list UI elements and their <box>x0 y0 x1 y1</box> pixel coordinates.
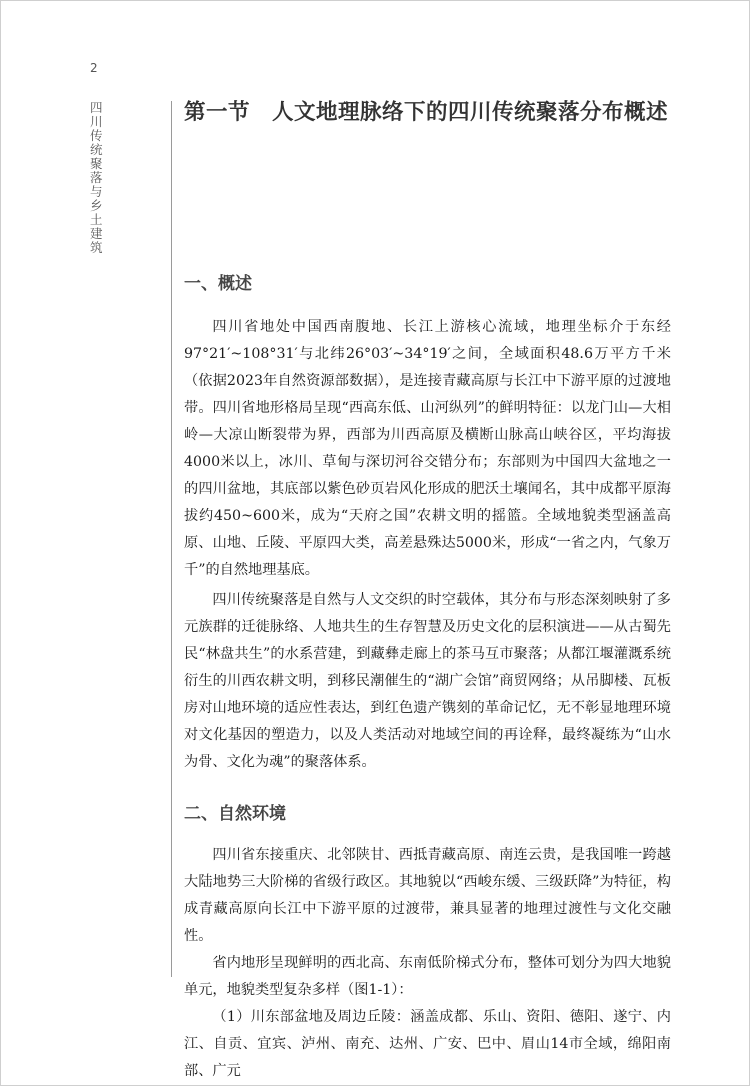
overview-paragraph-2 <box>184 587 671 776</box>
overview-paragraph-1 <box>184 314 671 584</box>
running-header: 四川传统聚落与乡土建筑 <box>90 100 103 255</box>
paragraph: 省内地形呈现鲜明的西北高、东南低阶梯式分布，整体可划分为四大地貌单元，地貌类型复杂多样（图1-1）： <box>184 955 671 998</box>
heading-natural-environment: 二、自然环境 <box>184 804 286 824</box>
page-number: 2 <box>90 61 98 75</box>
margin-rule <box>171 101 172 977</box>
paragraph: （1）川东部盆地及周边丘陵：涵盖成都、乐山、资阳、德阳、遂宁、内江、自贡、宜宾、泸州、南充、达州、广安、巴中、眉山14市全域，绵阳南部、广元 <box>184 1009 671 1079</box>
main-content <box>184 1 671 1085</box>
natural-environment-body <box>184 842 671 1085</box>
heading-overview: 一、概述 <box>184 274 252 294</box>
paragraph: 四川传统聚落是自然与人文交织的时空载体，其分布与形态深刻映射了多元族群的迁徙脉络、人地共生的生存智慧及历史文化的层积演进——从古蜀先民“林盘共生”的水系营建，到藏彝走廊上的茶马互市聚落；从都江堰灌溉系统衍生的川西农耕文明，到移民潮催生的“湖广会馆”商贸网络；从吊脚楼、瓦板房对山地环境的适应性表达，到红色遗产镌刻的革命记忆，无不彰显地理环境对文化基因的塑造力，以及人类活动对地域空间的再诠释，最终凝练为“山水为骨、文化为魂”的聚落体系。 <box>184 592 671 770</box>
paragraph: 四川省地处中国西南腹地、长江上游核心流域，地理坐标介于东经97°21′~108°31′与北纬26°03′~34°19′之间，全域面积48.6万平方千米（依据2023年自然资源部数据），是连接青藏高原与长江中下游平原的过渡地带。四川省地形格局呈现“西高东低、山河纵列”的鲜明特征：以龙门山—大相岭—大凉山断裂带为界，西部为川西高原及横断山脉高山峡谷区，平均海拔4000米以上，冰川、草甸与深切河谷交错分布；东部则为中国四大盆地之一的四川盆地，其底部以紫色砂页岩风化形成的肥沃土壤闻名，其中成都平原海拔约450~600米，成为“天府之国”农耕文明的摇篮。全域地貌类型涵盖高原、山地、丘陵、平原四大类，高差悬殊达5000米，形成“一省之内，气象万千”的自然地理基底。 <box>184 319 671 578</box>
section-title: 第一节 人文地理脉络下的四川传统聚落分布概述 <box>184 100 669 125</box>
paragraph: 四川省东接重庆、北邻陕甘、西抵青藏高原、南连云贵，是我国唯一跨越大陆地势三大阶梯的省级行政区。其地貌以“西峻东缓、三级跃降”为特征，构成青藏高原向长江中下游平原的过渡带，兼具显著的地理过渡性与文化交融性。 <box>184 847 671 944</box>
